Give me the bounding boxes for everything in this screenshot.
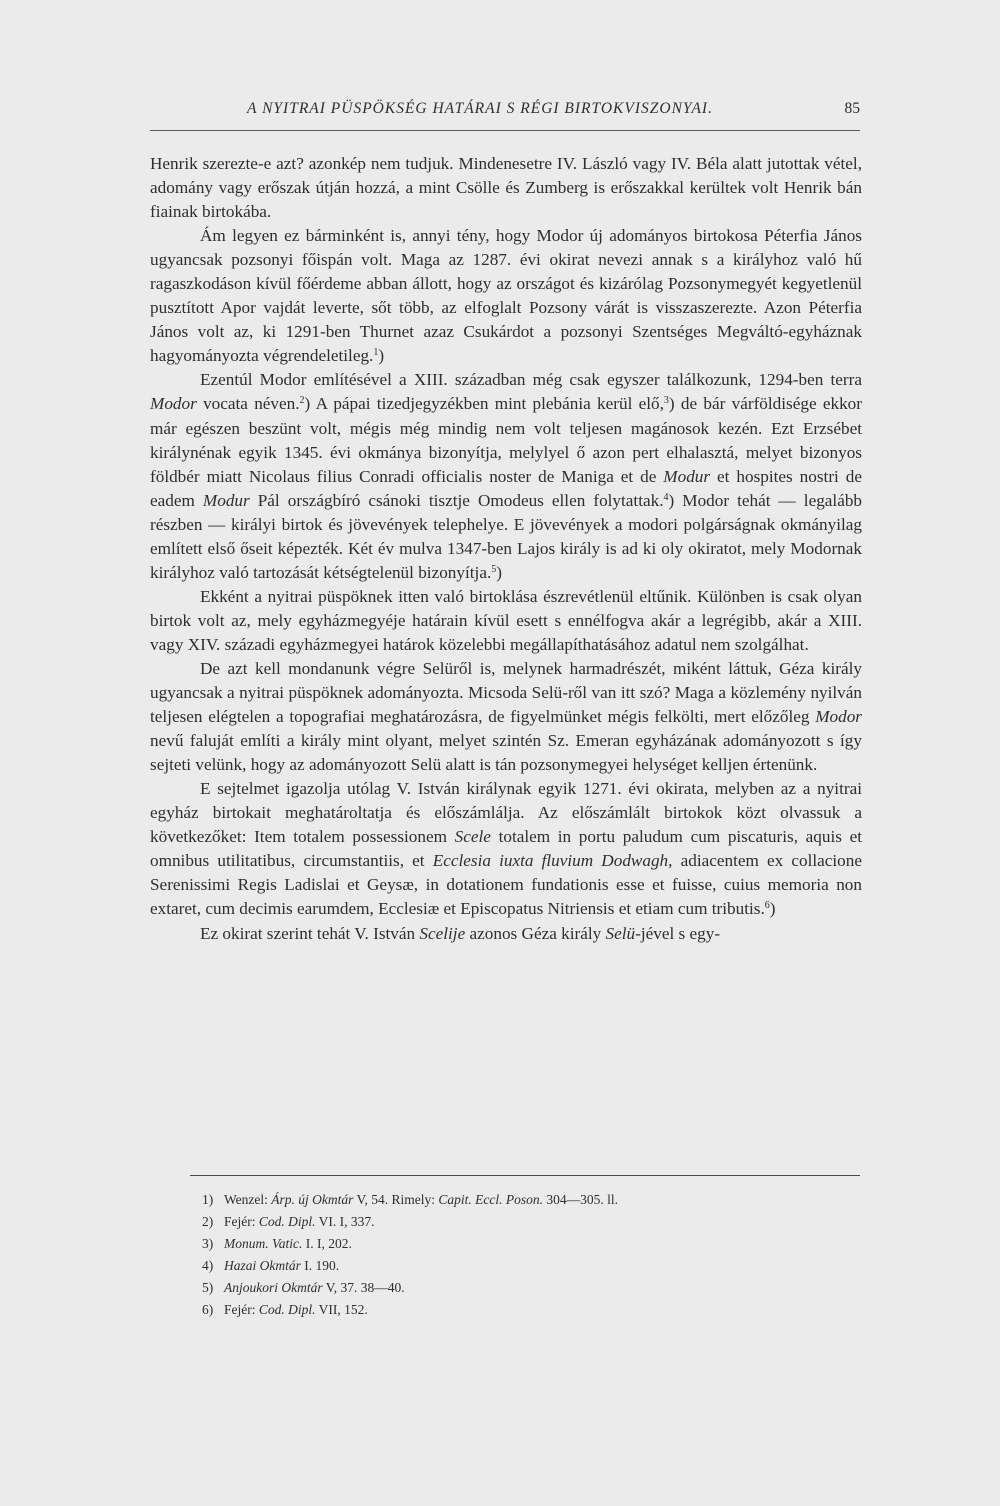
text-run: Ekként a nyitrai püspöknek itten való birtoklása észrevétlenül eltűnik. Különben is csak olyan birtok volt az, mely egyházmegyéje határain kívül esett s ennélfogva akár a legrégibb, akár a XIII. vagy XIV. századi egyházmegyei határok közelebbi megállapíthatásához adatul nem szolgálhat. bbox=[150, 586, 862, 654]
text-run: vocata néven. bbox=[196, 394, 300, 414]
footnote bbox=[202, 1299, 852, 1321]
running-header bbox=[150, 98, 860, 128]
italic-text: Árp. új Okmtár bbox=[271, 1192, 354, 1207]
paragraph bbox=[150, 585, 862, 657]
footnote-reference: 3 bbox=[663, 395, 669, 407]
body-text bbox=[150, 152, 862, 946]
text-run: Fejér: bbox=[224, 1302, 259, 1317]
italic-text: Modur bbox=[663, 466, 711, 486]
text-run: Pál országbíró csánoki tisztje Omodeus ellen folytattak. bbox=[249, 490, 664, 510]
italic-text: Cod. Dipl. bbox=[258, 1214, 316, 1229]
text-run: Ám legyen ez bárminként is, annyi tény, hogy Modor új adományos birtokosa Péterfia János ugyancsak pozsonyi főispán volt. Maga az 1287. évi okirat nevezi annak s a királyhoz való hű ragaszkodáson kívül főérdeme abban állott, hogy az országot és kizárólag Pozsonymegyét kegyetlenül pusztított Apor vajdát leverte, sőt több, az elfoglalt Pozsony várát is visszaszerezte. Azon Péterfia János volt az, ki 1291-ben Thurnet azaz Csukárdot a pozsonyi Szentséges Megváltó-egyháznak hagyományozta végrendeletileg. bbox=[150, 226, 862, 366]
text-run: E sejtelmet igazolja utólag V. István királynak egyik 1271. évi okirata, melyben az a nyitrai egyház birtokait meghatároltatja és előszámlálja. Az előszámlált birtokok közt olvassuk a következőket: Item totalem possessionem bbox=[150, 779, 862, 847]
text-run: ) bbox=[769, 899, 776, 919]
text-run: Henrik szerezte-e azt? azonkép nem tudjuk. Mindenesetre IV. László vagy IV. Béla alatt jutottak vétel, adomány vagy erőszak útján hozzá, a mint Csölle és Zumberg is erőszakkal kerültek volt Henrik bán fiainak birtokába. bbox=[150, 154, 862, 222]
footnote-reference: 5 bbox=[491, 563, 497, 575]
text-run: totalem in portu paludum cum piscaturis, aquis et omnibus utilitatibus, circumstantiis, et bbox=[150, 827, 862, 871]
text-run: azonos Géza király bbox=[465, 923, 606, 943]
italic-text: Hazai Okmtár bbox=[224, 1258, 301, 1273]
italic-text: Capit. Eccl. Poson. bbox=[438, 1192, 544, 1207]
footnote bbox=[202, 1277, 852, 1299]
text-run: Ez okirat szerint tehát V. István bbox=[200, 923, 420, 943]
footnote-mark: 4) bbox=[202, 1258, 214, 1273]
text-run: ) A pápai tizedjegyzékben mint plebánia kerül elő, bbox=[304, 394, 664, 414]
page-number: 85 bbox=[844, 100, 860, 117]
text-run: et hospites nostri de eadem bbox=[150, 466, 862, 510]
paragraph bbox=[150, 152, 862, 224]
footnote-reference: 4 bbox=[663, 491, 669, 503]
text-run: ) de bár várföldisége ekkor már egészen beszünt volt, mégis még mindig nem volt teljesen magánosok kezén. Ezt Erzsébet királynénak egyik 1345. évi okmánya bizonyítja, melylyel ő azon pert elhalasztá, melyet bizonyos földbér miatt Nicolaus filius Conradi officialis noster de Maniga et de bbox=[150, 394, 862, 486]
text-run: ) Modor tehát — legalább részben — királyi birtok és jövevények telephelye. E jövevények a modori polgárságnak okmányilag említett első őseit képezték. Két év mulva 1347-ben Lajos király is ad ki oly okiratot, mely Modornak királyhoz való tartozását kétségtelenül bizonyítja. bbox=[150, 490, 863, 582]
text-run: ) bbox=[378, 346, 385, 366]
footnote-rule bbox=[190, 1175, 860, 1176]
running-title: A NYITRAI PÜSPÖKSÉG HATÁRAI S RÉGI BIRTOKVISZONYAI. bbox=[247, 100, 713, 117]
footnote-mark: 2) bbox=[202, 1214, 214, 1229]
italic-text: Cod. Dipl. bbox=[258, 1302, 316, 1317]
footnote-mark: 5) bbox=[202, 1280, 214, 1295]
text-run: VI. I, 337. bbox=[315, 1214, 375, 1229]
text-run: V, 37. 38—40. bbox=[322, 1280, 405, 1295]
text-run: I. 190. bbox=[300, 1258, 340, 1273]
footnote bbox=[202, 1211, 852, 1233]
paragraph bbox=[150, 224, 862, 368]
footnote bbox=[202, 1189, 852, 1211]
footnote-mark: 6) bbox=[202, 1302, 214, 1317]
header-rule bbox=[150, 130, 860, 131]
text-run: 304—305. ll. bbox=[543, 1192, 619, 1207]
footnote-reference: 6 bbox=[764, 900, 770, 912]
paragraph bbox=[150, 777, 862, 921]
italic-text: Scele bbox=[454, 827, 491, 847]
footnotes bbox=[202, 1189, 852, 1321]
footnote-mark: 3) bbox=[202, 1236, 214, 1251]
text-run: Fejér: bbox=[224, 1214, 259, 1229]
text-run: De azt kell mondanunk végre Selüről is, melynek harmadrészét, miként láttuk, Géza király ugyancsak a nyitrai püspöknek adományozta. Micsoda Selü-ről van itt szó? Maga a közlemény nyilván teljesen elégtelen a topografiai meghatározásra, de figyelmünket mégis felkölti, mert előzőleg bbox=[150, 658, 862, 727]
text-run: -jével s egy- bbox=[635, 923, 721, 943]
text-run: ) bbox=[496, 562, 502, 582]
italic-text: Modor bbox=[150, 394, 197, 414]
footnote-mark: 1) bbox=[202, 1192, 214, 1207]
italic-text: Ecclesia iuxta fluvium Dodwagh, bbox=[432, 851, 673, 871]
footnote bbox=[202, 1255, 852, 1277]
text-run: nevű faluját említi a király mint olyant, melyet szintén Sz. Emeran egyházának adományozott s így sejteti velünk, hogy az adományozott Selü alatt is tán pozsonymegyei helységet kelljen értenünk. bbox=[150, 731, 862, 775]
italic-text: Modor bbox=[815, 707, 862, 727]
footnote-reference: 2 bbox=[299, 395, 305, 407]
italic-text: Scelije bbox=[419, 923, 466, 943]
text-run: Ezentúl Modor említésével a XIII. században még csak egyszer találkozunk, 1294-ben terra bbox=[200, 370, 862, 390]
paragraph bbox=[150, 657, 862, 777]
footnote bbox=[202, 1233, 852, 1255]
paragraph bbox=[150, 922, 862, 946]
italic-text: Selü bbox=[605, 923, 636, 943]
text-run: adiacentem ex collacione Serenissimi Regis Ladislai et Geysæ, in dotationem fundationis esse et fuisse, cuius memoria non extaret, cum decimis earumdem, Ecclesiæ et Episcopatus Nitriensis et etiam cum tributis. bbox=[150, 851, 862, 919]
italic-text: Monum. Vatic. bbox=[224, 1236, 303, 1251]
paragraph bbox=[150, 368, 862, 584]
footnote-reference: 1 bbox=[373, 347, 379, 359]
italic-text: Anjoukori Okmtár bbox=[224, 1280, 323, 1295]
italic-text: Modur bbox=[202, 490, 250, 510]
text-run: VII, 152. bbox=[315, 1302, 368, 1317]
text-run: V, 54. Rimely: bbox=[353, 1192, 439, 1207]
text-run: Wenzel: bbox=[224, 1192, 272, 1207]
text-run: I. I, 202. bbox=[302, 1236, 352, 1251]
